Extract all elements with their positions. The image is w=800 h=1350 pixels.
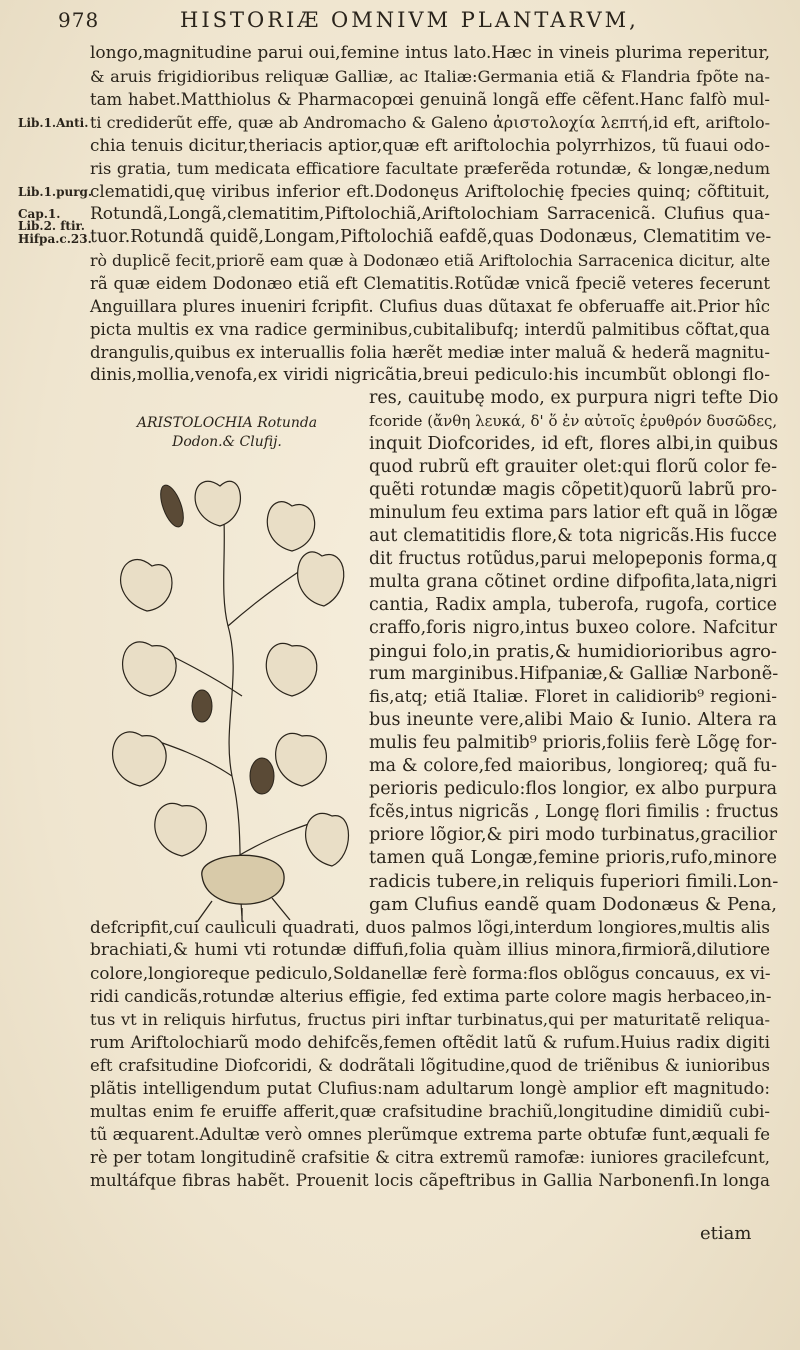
tuber-root (202, 855, 284, 904)
body-text-line: & aruis frigidioribus reliquæ Galliæ, ac Italiæ:Germania etiã & Flandria fpõte na- (90, 67, 770, 86)
body-text-line: tam habet.Matthiolus & Pharmacopœi genuinã longã effe cẽfent.Hanc falfò mul- (90, 90, 770, 109)
body-text-line: inquit Diofcorides, id eft, flores albi,in quibus (369, 434, 779, 454)
body-text-line: ti crediderũt effe, quæ ab Andromacho & Galeno ἀριστολοχία λεπτή,id eft, ariftolo- (90, 113, 770, 132)
leaf (121, 560, 172, 611)
body-text-line: mulis feu palmitib⁹ prioris,foliis ferè Lõgę for- (369, 733, 777, 753)
margin-note: Lib.2. ftir. (18, 219, 85, 233)
body-text-line: tũ æquarent.Adultæ verò omnes plerũmque extrema parte obtufæ funt,æquali fe (90, 1125, 770, 1144)
leaf (113, 732, 167, 786)
figure-caption-title: ARISTOLOCHIA Rotunda (136, 415, 318, 431)
leaf (306, 813, 349, 866)
body-text-line: tus vt in reliquis hirfutus, fructus piri inftar turbinatus,qui per maturitatẽ reliqua- (90, 1010, 770, 1029)
body-text-line: eft crafsitudine Diofcoridi, & dodrãtali lõgitudine,quod de triẽnibus & iunioribus (90, 1056, 770, 1075)
body-text-line: aut clematitidis flore,& tota nigricãs.His fucce (369, 526, 777, 546)
body-text-line: craffo,foris nigro,intus buxeo colore. Nafcitur (369, 618, 777, 638)
body-text-line: chia tenuis dicitur,theriacis aptior,quæ eft ariftolochia polyrrhizos, tũ fuaui odo- (90, 135, 770, 155)
body-text-line: radicis tubere,in reliquis fuperiori fimili.Lon- (369, 871, 779, 892)
figure-caption-authors: Dodon.& Clufij. (172, 434, 282, 450)
body-text-line: picta multis ex vna radice germinibus,cubitalibufq; interdũ palmitibus cõftat,qua (90, 320, 770, 339)
body-text-line: fis,atq; etiã Italiæ. Floret in calidiorib⁹ regioni- (369, 687, 777, 707)
fruit (250, 758, 274, 794)
body-text-line: longo,magnitudine parui oui,femine intus lato.Hæc in vineis plurima reperitur, (90, 43, 770, 63)
body-text-line: drangulis,quibus ex interuallis folia hærẽt mediæ inter maluã & hederã magnitu- (90, 343, 770, 362)
body-text-line: rã quæ eidem Dodonæo etiã eft Clematitis.Rotũdæ vnicã fpeciẽ veteres fecerunt (90, 274, 770, 293)
body-text-line: dit fructus rotũdus,parui melopeponis forma,q (369, 549, 777, 569)
body-text-line: bus ineunte vere,alibi Maio & Iunio. Altera ra (369, 710, 777, 730)
body-text-line: colore,longioreque pediculo,Soldanellæ ferè forma:flos oblõgus concauus, ex vi- (90, 963, 771, 983)
body-text-line: priore lõgior,& piri modo turbinatus,gracilior (369, 825, 777, 845)
body-text-line: clematidi,quę viribus inferior eft.Dodonęus Ariftolochię fpecies quinq; cõftituit, (90, 181, 770, 201)
body-text-line: plãtis intelligendum putat Clufius:nam adultarum longè amplior eft magnitudo: (90, 1078, 770, 1098)
body-text-line: multas enim fe eruiffe afferit,quæ crafsitudine brachiũ,longitudine dimidiũ cubi- (90, 1102, 770, 1121)
fruit (192, 690, 212, 722)
leaf (298, 552, 344, 606)
margin-note: Lib.1.Anti. (18, 116, 89, 130)
body-text-line: perioris pediculo:flos longior, ex albo purpura (369, 779, 777, 799)
catchword: etiam (700, 1223, 752, 1244)
leaf (276, 733, 327, 786)
leaf (267, 502, 314, 551)
body-text-line: ma & colore,fed maioribus, longioreq; quã fu- (369, 756, 777, 776)
body-text-line: rò duplicẽ fecit,priorẽ eam quæ à Dodonæo etiã Ariftolochia Sarracenica dicitur, alte (90, 251, 771, 270)
body-text-line: defcripfit,cui cauliculi quadrati, duos palmos lõgi,interdum longiores,multis alis (90, 917, 770, 937)
body-text-line: rè per totam longitudinẽ crafsitie & citra extremũ ramofæ: iuniores gracilefcunt, (90, 1148, 770, 1167)
plant-stem (220, 486, 242, 916)
body-text-line: quod rubrũ eft grauiter olet:qui florũ color fe- (369, 457, 777, 477)
margin-note: Lib.1.purg. (18, 185, 93, 199)
body-text-line: fcoride (ἄνθη λευκά, δ' ὅ ἐν αὐτοῖς ἐρυθρόν δυσῶδες, (369, 412, 778, 430)
body-text-line: Anguillara plures inueniri fcripfit. Clufius duas dũtaxat fe obferuaffe ait.Prior hîc (90, 297, 770, 316)
leaf (266, 643, 316, 696)
body-text-line: pingui folo,in pratis,& humidiorioribus agro- (369, 641, 777, 662)
body-text-line: tuor.Rotundã quidẽ,Longam,Piftolochiã eafdẽ,quas Dodonæus, Clematitim ve- (90, 227, 772, 247)
body-text-line: cantia, Radix ampla, tuberofa, rugofa, cortice (369, 595, 777, 615)
body-text-line: multa grana cõtinet ordine difpofita,lata,nigri (369, 572, 777, 592)
body-text-line: gam Clufius eandẽ quam Dodonæus & Pena, (369, 894, 777, 915)
body-text-line: quẽti rotundæ magis cõpetit)quorũ labrũ pro- (369, 480, 777, 500)
leaf (195, 481, 240, 526)
aristolochia-woodcut-illustration (92, 446, 354, 922)
body-text-line: ris gratia, tum medicata efficatiore facultate præferẽda rotundæ, & longæ,nedum (90, 159, 770, 178)
leaf (155, 803, 207, 856)
flower (156, 482, 188, 530)
body-text-line: rum Ariftolochiarũ modo dehifcẽs,femen oftẽdit latũ & rufum.Huius radix digiti (90, 1032, 770, 1052)
leaf (123, 642, 177, 696)
body-text-line: brachiati,& humi vti rotundæ diffufi,folia quàm illius minora,firmiorã,dilutiore (90, 940, 770, 960)
page-number: 978 (58, 8, 100, 32)
running-head: HISTORIÆ OMNIVM PLANTARVM, (180, 8, 639, 32)
body-text-line: rum marginibus.Hifpaniæ,& Galliæ Narbonẽ- (369, 664, 779, 684)
body-text-line: Rotundã,Longã,clematitim,Piftolochiã,Ariftolochiam Sarracenicã. Clufius qua- (90, 204, 770, 224)
body-text-line: tamen quã Longæ,femine prioris,rufo,minore (369, 848, 777, 868)
body-text-line: res, cauitubę modo, ex purpura nigri tefte Dio (369, 388, 779, 408)
margin-note: Hifpa.c.23. (18, 232, 92, 246)
body-text-line: dinis,mollia,venofa,ex viridi nigricãtia,breui pediculo:his incumbũt oblongi flo- (90, 365, 770, 385)
margin-note: Cap.1. (18, 207, 61, 221)
body-text-line: minulum feu extima pars latior eft quã in lõgæ (369, 503, 778, 523)
body-text-line: ridi candicãs,rotundæ alterius effigie, fed extima parte colore magis herbaceo,in- (90, 987, 772, 1006)
body-text-line: fcẽs,intus nigricãs , Longę flori fimilis : fructus (369, 802, 779, 822)
body-text-line: multáfque fibras habẽt. Prouenit locis cãpeftribus in Gallia Narbonenfi.In longa (90, 1170, 770, 1190)
